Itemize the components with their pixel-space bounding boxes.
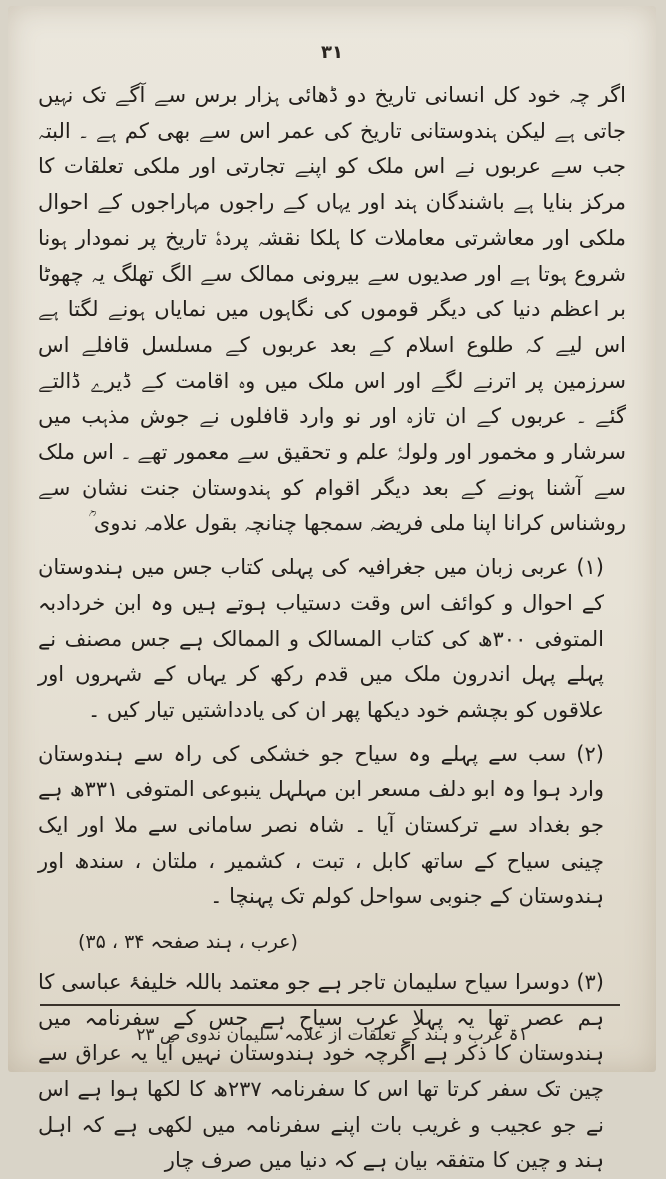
list-item-2: (۲) سب سے پہلے وہ سیاح جو خشکی کی راہ سے ہندوستان وارد ہوا وہ ابو دلف مسعر ابن مہلہل ینبوعی المتوفی ۳۳۱ھ ہے جو بغداد سے ترکستان آیا ۔ شاہ نصر سامانی سے ملا اور ایک چینی سیاح کے ساتھ کابل ، تبت ، کشمیر ، ملتان ، سندھ اور ہندوستان کے جنوبی سواحل کولم تک پہنچا ۔ xyxy=(38,741,604,909)
book-page xyxy=(8,6,656,1173)
footnote: ۱ۃ عرب و ہند کے تعلقات از علامہ سلیمان ندوی ص ۲۳ xyxy=(136,1025,528,1045)
page-body xyxy=(38,78,626,1179)
list-item-3: (۳) دوسرا سیاح سلیمان تاجر ہے جو معتمد باللہ خلیفۂ عباسی کا ہم عصر تھا یہ پہلا عرب سیاح ہے جس کے سفرنامہ میں ہندوستان کا ذکر ہے اگرچہ خود ہندوستان نہیں آیا یہ عراق سے چین تک سفر کرتا تھا اس کا سفرنامہ ۲۳۷ھ کا لکھا ہوا ہے اس نے جو عجیب و غریب بات اپنے سفرنامہ میں لکھی ہے کہ اہل ہند و چین کا متفقہ بیان ہے کہ دنیا میں صرف چار xyxy=(38,969,604,1173)
list-item-1: (۱) عربی زبان میں جغرافیہ کی پہلی کتاب جس میں ہندوستان کے احوال و کوائف اس وقت دستیاب ہوتے ہیں وہ ابن خردادبہ المتوفی ۳۰۰ھ کی کتاب المسالک و الممالک ہے جس مصنف نے پہلے پہل اندرون ملک میں قدم رکھ کر یہاں کے شہروں اور علاقوں کو بچشم خود دیکھا پھر ان کی یادداشتیں تیار کیں ۔ xyxy=(38,555,604,722)
page-number: ۳۱ xyxy=(321,42,343,63)
footnote-divider xyxy=(40,1004,620,1006)
intro-paragraph: اگر چہ خود کل انسانی تاریخ دو ڈھائی ہزار برس سے آگے تک نہیں جاتی ہے لیکن ہندوستانی تاریخ کی عمر اس سے بھی کم ہے ۔ البتہ جب سے عربوں نے اس ملک کو اپنے تجارتی اور ملکی تعلقات کا مرکز بنایا ہے باشندگان ہند اور یہاں کے راجوں مہاراجوں کے احوال ملکی اور معاشرتی معاملات کا ہلکا نقشہ پردۂ تاریخ پر نمودار ہونا شروع ہوتا ہے اور صدیوں سے بیرونی ممالک سے الگ تھلگ یہ چھوٹا بر اعظم دنیا کی دیگر قوموں کی نگاہوں میں نمایاں ہونے لگتا ہے اس لیے کہ طلوع اسلام کے بعد عربوں کے مسلسل قافلے اس سرزمین پر اترنے لگے اور اس ملک میں وہ اقامت کے ڈیرے ڈالتے گئے ۔ عربوں کے ان تازہ اور نو وارد قافلوں نے جوش مذہب میں سرشار و مخمور اور ولولۂ علم و تحقیق سے معمور تھے ۔ اس ملک سے آشنا ہونے کے بعد دیگر اقوام کو ہندوستان جنت نشان سے روشناس کرانا اپنا ملی فریضہ سمجھا چنانچہ بقول علامہ ندوی ؒ xyxy=(38,83,626,536)
citation: (عرب ، ہند صفحہ ۳۴ ، ۳۵) xyxy=(78,931,298,954)
